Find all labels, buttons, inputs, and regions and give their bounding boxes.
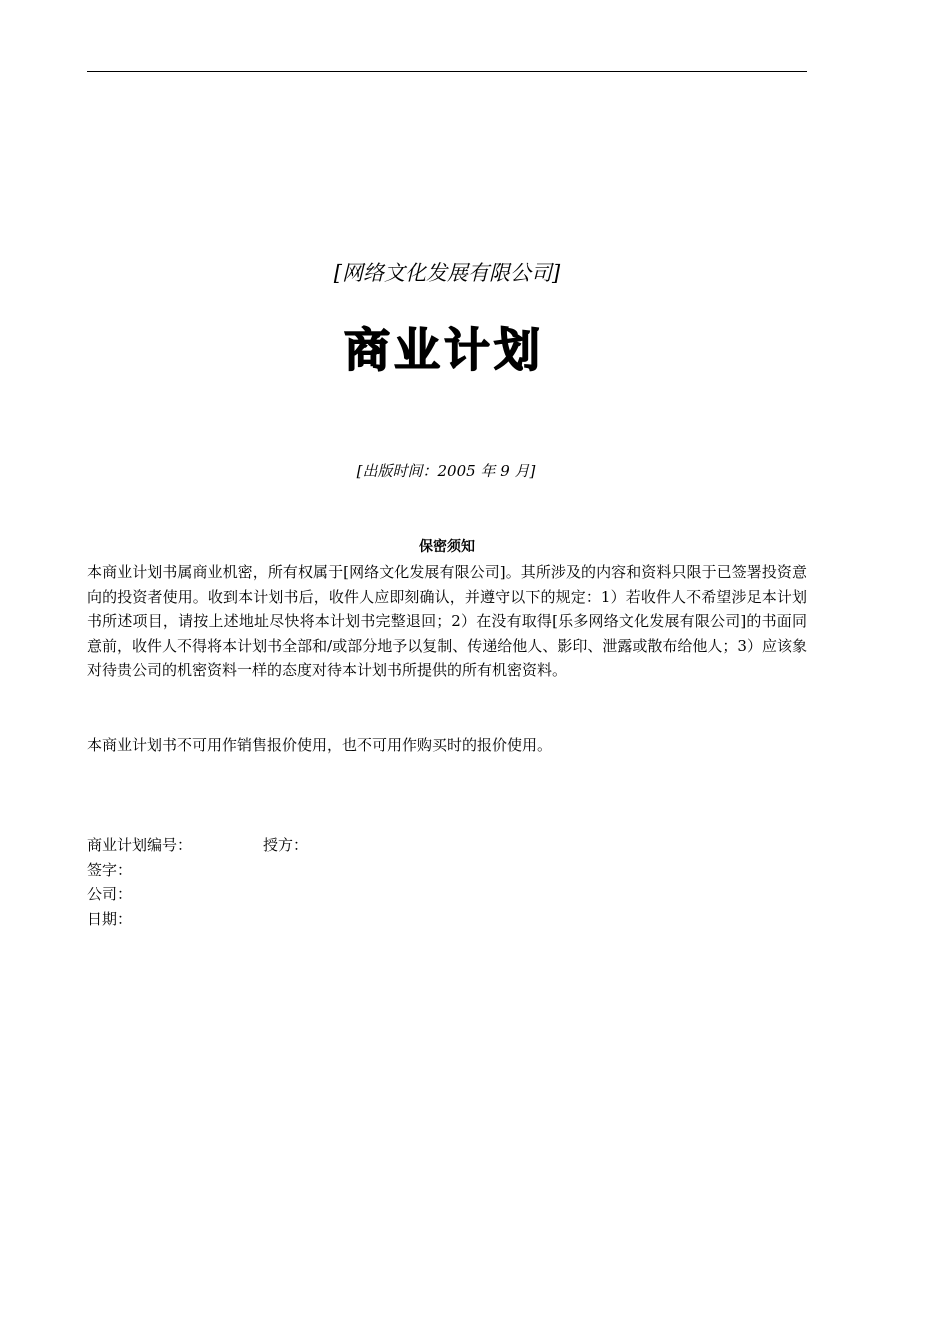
signature-row-company [87, 882, 807, 907]
plan-number-label: 商业计划编号： [87, 836, 193, 854]
top-rule [87, 71, 807, 72]
confidentiality-heading: 保密须知 [419, 539, 475, 555]
document-title: 商业计划 [344, 323, 544, 377]
publish-date: [出版时间：2005 年 9 月] [356, 462, 536, 480]
company-label: 公司： [87, 885, 133, 903]
company-name: [网络文化发展有限公司] [333, 261, 561, 285]
signature-block [87, 833, 807, 931]
date-label: 日期： [87, 909, 133, 928]
confidentiality-extra: 本商业计划书不可用作销售报价使用，也不可用作购买时的报价使用。 [87, 736, 553, 754]
signature-row-plan-number [87, 833, 807, 858]
signature-label: 签字： [87, 860, 133, 879]
signature-row-signature [87, 858, 807, 883]
grantee-label: 授方： [263, 836, 309, 854]
confidentiality-body: 本商业计划书属商业机密，所有权属于[网络文化发展有限公司]。其所涉及的内容和资料只限于已签署投资意向的投资者使用。收到本计划书后，收件人应即刻确认，并遵守以下的规定：1）若收件人不希望涉足本计划书所述项目，请按上述地址尽快将本计划书完整退回；2）在没有取得[乐多网络文化发展有限公司]的书面同意前，收件人不得将本计划书全部和/或部分地予以复制、传递给他人、影印、泄露或散布给他人；3）应该象对待贵公司的机密资料一样的态度对待本计划书所提供的所有机密资料。 [87, 563, 807, 679]
signature-row-date [87, 907, 807, 932]
